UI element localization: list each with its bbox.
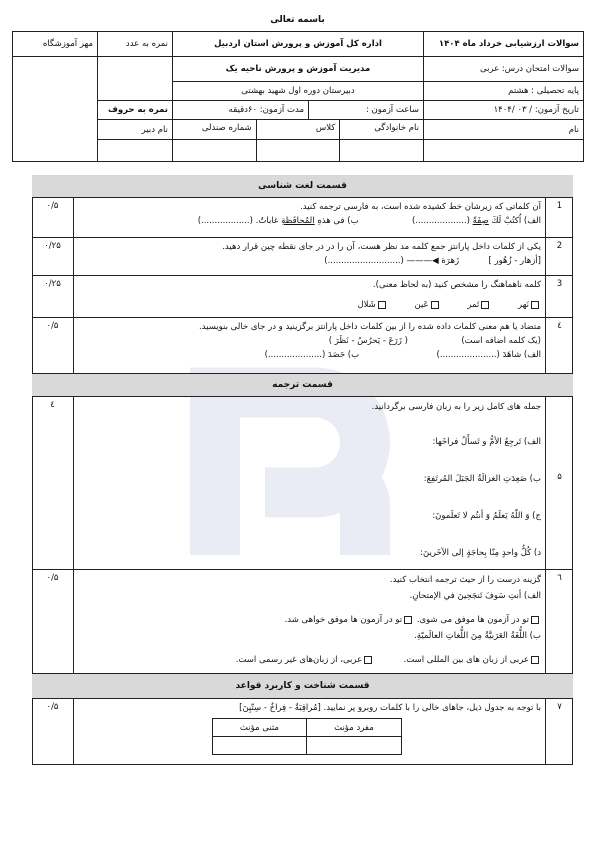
q5-c[interactable]: ج) وَ اللّهُ يَعلَمُ وَ أنتُم لا تَعلَمونَ: (432, 511, 541, 521)
q3-option: نَهر (518, 300, 529, 310)
q2-answer-blank[interactable]: (...........................) (324, 256, 404, 266)
q6-b-opt2: عربی، از زبان‌های غیر رسمی است. (235, 655, 363, 665)
school-name: دبیرستان دوره اول شهید بهشتی (173, 82, 424, 101)
question-text: جمله های کامل زیر را به زبان فارسی برگردانید. (371, 402, 541, 412)
question-6 (32, 570, 573, 674)
q1-a-word: صِفَةً (472, 216, 489, 226)
page-header-title: باسمه تعالی (270, 15, 325, 25)
q2-options: [أزهار - زُهُور ] (488, 256, 541, 266)
school-seal-label: مهر آموزشگاه (13, 32, 98, 57)
last-name-label: نام خانوادگی (339, 120, 423, 139)
q6-a-opt1: تو در آزمون ها موفق می شوی. (416, 615, 529, 625)
score-digits-label: نمره به عدد (98, 32, 173, 57)
question-text: با توجه به جدول ذیل، جاهای خالی را با کلمات روبرو پر نمایید. (323, 703, 541, 713)
question-text: کلمه ناهماهنگ را مشخص کنید (به لحاظ معنی). (372, 280, 541, 290)
question-score: ۰/۲۵ (32, 238, 74, 275)
q5-b[interactable]: ب) صَعِدَتِ الغزالَةُ الجَبَلَ المُرتَفِعَ: (423, 474, 541, 484)
question-5 (32, 397, 573, 570)
q1-b-word: المُحافَظةِ (281, 216, 315, 226)
q1-a-prefix: الف) اُكتُبْ لَكَ (491, 216, 541, 226)
question-text: آن کلماتی که زیرشان خط کشیده شده است، به فارسی ترجمه کنید. (300, 202, 541, 212)
score-digits-cell[interactable] (98, 57, 173, 101)
org-line-1: اداره کل آموزش و پرورش استان اردبیل (173, 32, 424, 57)
checkbox-q3-4[interactable] (378, 301, 386, 309)
question-text: گزینه درست را از حیث ترجمه انتخاب کنید. (389, 575, 541, 585)
q1-a-blank[interactable]: (...................) (412, 216, 470, 226)
q7-col-singular: مفرد مؤنث (306, 719, 401, 737)
subject-label: سوالات امتحان درس: عربی (424, 57, 584, 82)
class-label: کلاس (256, 120, 340, 139)
section-vocab: قسمت لغت شناسی (32, 175, 573, 198)
seat-number-label: شماره صندلی (201, 123, 252, 133)
q6-a-opt2: تو در آزمون ها موفق خواهی شد. (284, 615, 403, 625)
seat-number-field[interactable] (173, 140, 256, 161)
checkbox-q6-a-1[interactable] (531, 616, 539, 624)
school-seal-cell (13, 57, 98, 162)
q1-b-prefix: ب) فی هذهِ (317, 216, 359, 226)
question-number: 2 (545, 238, 573, 275)
q6-b-opt1: عربی از زبان های بین المللی است. (403, 655, 529, 665)
question-number: ٤ (545, 318, 573, 373)
question-1 (32, 198, 573, 238)
q4-options: ( زَرَعَ - يَحرُسُ - نَظَرَ ) (328, 336, 408, 346)
checkbox-q3-1[interactable] (531, 301, 539, 309)
last-name-field[interactable] (339, 140, 423, 161)
teacher-name-label: نام دبیر (98, 120, 173, 140)
exam-date: تاریخ آزمون: / ۰۳ /۱۴۰۴ (424, 101, 584, 120)
question-number: ۵ (545, 397, 573, 569)
first-name-label: نام (424, 120, 584, 140)
q3-option: تَمر (467, 300, 480, 310)
question-score: ۰/۵ (32, 699, 74, 765)
question-number: ٦ (545, 570, 573, 673)
question-text: متضاد یا هم معنی کلمات داده شده را از بین کلمات داخل پارانتز برگزینید و در جای خالی بنویسید. (198, 322, 541, 332)
checkbox-q3-2[interactable] (481, 301, 489, 309)
question-2 (32, 238, 573, 276)
q1-b-rest[interactable]: غاباتٌ. (..................) (197, 216, 279, 226)
checkbox-q6-b-1[interactable] (531, 656, 539, 664)
org-line-2: مدیریت آموزش و پرورش ناحیه یک (173, 57, 424, 82)
score-letters-label: نمره به حروف (98, 101, 173, 120)
checkbox-q6-a-2[interactable] (404, 616, 412, 624)
q3-option: شَلال (357, 300, 376, 310)
exam-title: سوالات ارزشیابی خرداد ماه ۱۴۰۴ (424, 32, 584, 57)
class-field[interactable] (256, 140, 340, 161)
question-score: ۰/۲۵ (32, 276, 74, 317)
checkbox-q6-b-2[interactable] (364, 656, 372, 664)
q4-b[interactable]: ب) حَصَدَ (....................) (264, 350, 360, 360)
question-number: 3 (545, 276, 573, 317)
q7-words: [مُراقِبَةٌ - فِراخٌ - سِتّيِنَ] (239, 703, 321, 713)
question-3 (32, 276, 573, 318)
question-score: ٤ (32, 397, 74, 569)
section-grammar: قسمت شناخت و کاربرد قواعد (32, 674, 573, 699)
question-number: ۷ (545, 699, 573, 765)
q7-answer-dual[interactable] (213, 737, 307, 755)
question-text: یکی از کلمات داخل پارانتز جمع کلمه مد نظر هست، آن را در در جای نقطه چین قرار دهید. (222, 242, 541, 252)
exam-header-table (12, 31, 584, 162)
q7-form-table (212, 718, 402, 755)
question-score: ۰/۵ (32, 570, 74, 673)
q7-col-dual: مثنی مؤنث (213, 719, 307, 737)
first-name-field[interactable] (424, 140, 584, 162)
arrow-left-icon: ◀——— (406, 256, 439, 266)
q4-a[interactable]: الف) شاهَدَ (.....................) (436, 350, 541, 360)
q5-d[interactable]: د) كُلُّ واحدٍ مِنّا بِحاجَةٍ إلى الآخَرينَ: (420, 548, 541, 558)
exam-duration: مدت آزمون: ۶۰دقیقه (173, 101, 309, 120)
question-number: 1 (545, 198, 573, 237)
q6-a: الف) أنتِ سَوفَ تَنجَحِينَ في الإمتحانِ. (409, 591, 541, 601)
grade-level: پایه تحصیلی : هشتم (424, 82, 584, 101)
question-4 (32, 318, 573, 374)
q2-word: زَهرَة (441, 256, 460, 266)
q3-option: عَين (414, 300, 429, 310)
q4-note: (یک کلمه اضافه است) (461, 336, 541, 346)
question-score: ۰/۵ (32, 198, 74, 237)
q7-answer-singular[interactable] (306, 737, 401, 755)
exam-time: ساعت آزمون : (309, 101, 424, 120)
q6-b: ب) اللُّغَةُ العَرَبيَّةُ مِنَ اللُّغاتِ العالَميّةِ. (414, 631, 541, 641)
teacher-name-field[interactable] (98, 140, 173, 162)
section-translation: قسمت ترجمه (32, 374, 573, 397)
checkbox-q3-3[interactable] (431, 301, 439, 309)
question-score: ۰/۵ (32, 318, 74, 373)
q5-a[interactable]: الف) تَرجِعُ الأمُّ و تَسأَلُ فراخَها: (432, 437, 541, 447)
